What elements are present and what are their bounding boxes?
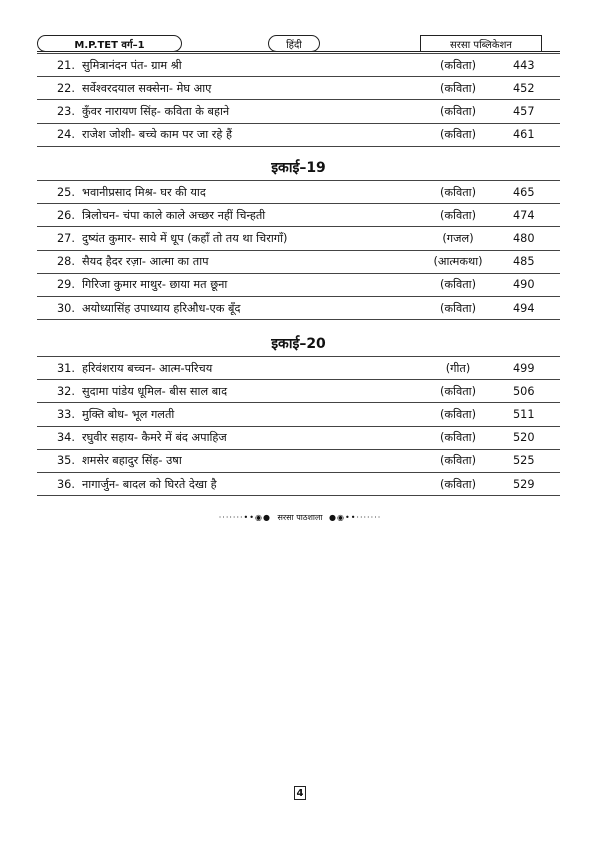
toc-entry-title: गिरिजा कुमार माथुर- छाया मत छूना [82, 273, 415, 296]
toc-row [37, 296, 560, 319]
toc-entry-genre: (आत्मकथा) [415, 250, 501, 273]
toc-entry-page: 511 [501, 403, 560, 426]
footer-ornament [0, 512, 600, 523]
footer-left-ornament: ·······••◉● [218, 513, 271, 522]
toc-entry-title: सैयद हैदर रज़ा- आत्मा का ताप [82, 250, 415, 273]
toc-row [37, 357, 560, 380]
toc-entry-genre: (कविता) [415, 403, 501, 426]
toc-entry-genre: (कविता) [415, 273, 501, 296]
toc-entry-page: 485 [501, 250, 560, 273]
toc-entry-title: मुक्ति बोध- भूल गलती [82, 403, 415, 426]
toc-entry-number: 30. [37, 296, 82, 319]
toc-entry-page: 457 [501, 100, 560, 123]
toc-entry-genre: (कविता) [415, 54, 501, 77]
toc-entry-title: राजेश जोशी- बच्चे काम पर जा रहे हैं [82, 123, 415, 146]
header-publisher-label: सरसा पब्लिकेशन [420, 35, 542, 52]
toc-row [37, 227, 560, 250]
toc-row [37, 250, 560, 273]
toc-entry-page: 480 [501, 227, 560, 250]
toc-row [37, 380, 560, 403]
toc-row [37, 426, 560, 449]
toc-entry-genre: (गजल) [415, 227, 501, 250]
toc-entry-number: 33. [37, 403, 82, 426]
toc-entry-title: शमसेर बहादुर सिंह- उषा [82, 449, 415, 472]
toc-row [37, 77, 560, 100]
toc-entry-page: 525 [501, 449, 560, 472]
toc-row [37, 204, 560, 227]
toc-entry-number: 27. [37, 227, 82, 250]
toc-table-section-c [37, 356, 560, 496]
toc-entry-number: 26. [37, 204, 82, 227]
toc-entry-genre: (गीत) [415, 357, 501, 380]
toc-entry-number: 31. [37, 357, 82, 380]
toc-entry-page: 520 [501, 426, 560, 449]
toc-entry-page: 490 [501, 273, 560, 296]
header-subject-label: हिंदी [268, 35, 320, 52]
toc-entry-page: 529 [501, 472, 560, 495]
toc-entry-number: 29. [37, 273, 82, 296]
toc-entry-genre: (कविता) [415, 204, 501, 227]
toc-entry-page: 499 [501, 357, 560, 380]
toc-table-section-b [37, 180, 560, 320]
toc-entry-genre: (कविता) [415, 426, 501, 449]
toc-entry-number: 34. [37, 426, 82, 449]
toc-entry-title: सुमित्रानंदन पंत- ग्राम श्री [82, 54, 415, 77]
footer-right-ornament: ●◉••······· [329, 513, 382, 522]
toc-entry-page: 461 [501, 123, 560, 146]
toc-row [37, 123, 560, 146]
toc-entry-title: कुँवर नारायण सिंह- कविता के बहाने [82, 100, 415, 123]
toc-entry-number: 36. [37, 472, 82, 495]
toc-row [37, 273, 560, 296]
toc-entry-number: 23. [37, 100, 82, 123]
toc-entry-title: रघुवीर सहाय- कैमरे में बंद अपाहिज [82, 426, 415, 449]
header-exam-label: M.P.TET वर्ग–1 [37, 35, 182, 52]
toc-entry-page: 506 [501, 380, 560, 403]
toc-entry-number: 25. [37, 181, 82, 204]
toc-entry-page: 494 [501, 296, 560, 319]
toc-entry-title: हरिवंशराय बच्चन- आत्म-परिचय [82, 357, 415, 380]
toc-entry-number: 24. [37, 123, 82, 146]
unit-heading-20: इकाई–20 [271, 336, 326, 352]
toc-row [37, 472, 560, 495]
toc-table-section-a [37, 53, 560, 147]
toc-entry-title: नागार्जुन- बादल को घिरते देखा है [82, 472, 415, 495]
toc-entry-genre: (कविता) [415, 380, 501, 403]
toc-entry-number: 22. [37, 77, 82, 100]
toc-entry-title: दुष्यंत कुमार- साये में धूप (कहाँ तो तय था चिरागाँ) [82, 227, 415, 250]
toc-entry-genre: (कविता) [415, 77, 501, 100]
header-divider [37, 51, 560, 52]
toc-entry-number: 28. [37, 250, 82, 273]
toc-entry-genre: (कविता) [415, 449, 501, 472]
toc-entry-genre: (कविता) [415, 296, 501, 319]
toc-row [37, 449, 560, 472]
toc-row [37, 100, 560, 123]
toc-row [37, 54, 560, 77]
toc-entry-title: अयोध्यासिंह उपाध्याय हरिऔध-एक बूँद [82, 296, 415, 319]
page-number: 4 [294, 786, 306, 800]
unit-heading-19: इकाई–19 [271, 160, 326, 176]
toc-entry-genre: (कविता) [415, 181, 501, 204]
toc-row [37, 403, 560, 426]
toc-row [37, 181, 560, 204]
footer-text: सरसा पाठशाला [277, 513, 323, 522]
toc-entry-title: त्रिलोचन- चंपा काले काले अच्छर नहीं चिन्हती [82, 204, 415, 227]
toc-entry-title: सर्वेश्वरदयाल सक्सेना- मेघ आए [82, 77, 415, 100]
toc-entry-page: 465 [501, 181, 560, 204]
toc-entry-page: 452 [501, 77, 560, 100]
toc-entry-genre: (कविता) [415, 472, 501, 495]
toc-entry-genre: (कविता) [415, 100, 501, 123]
toc-entry-title: सुदामा पांडेय धूमिल- बीस साल बाद [82, 380, 415, 403]
toc-entry-genre: (कविता) [415, 123, 501, 146]
toc-entry-page: 474 [501, 204, 560, 227]
toc-entry-title: भवानीप्रसाद मिश्र- घर की याद [82, 181, 415, 204]
toc-entry-number: 21. [37, 54, 82, 77]
toc-entry-number: 35. [37, 449, 82, 472]
toc-entry-page: 443 [501, 54, 560, 77]
toc-entry-number: 32. [37, 380, 82, 403]
